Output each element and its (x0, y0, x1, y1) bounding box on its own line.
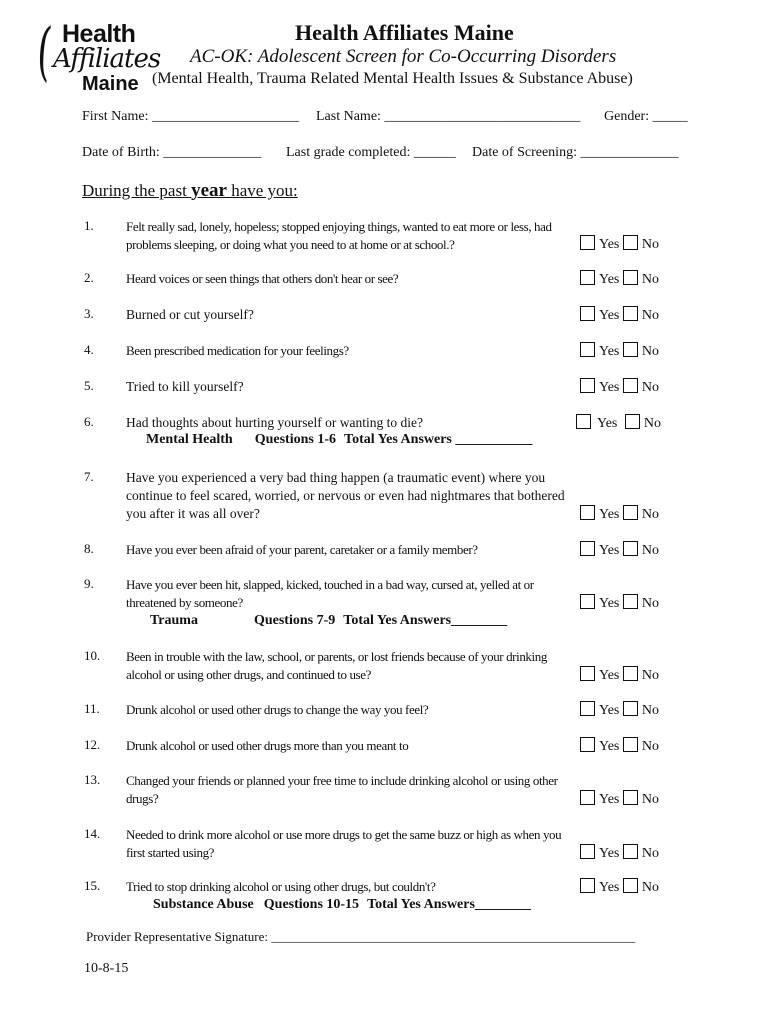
yes-checkbox[interactable] (580, 844, 595, 859)
yes-label: Yes (599, 272, 620, 287)
question-text: Been in trouble with the law, school, or parents, or lost friends because of your drinking alcohol or using other drugs, and continued to use? (126, 649, 547, 682)
question-text: Have you ever been hit, slapped, kicked, touched in a bad way, cursed at, yelled at or threatened by someone? (126, 577, 534, 610)
yes-no-group (580, 541, 680, 559)
question-text: Had thoughts about hurting yourself or wanting to die? (126, 415, 423, 430)
yes-checkbox[interactable] (580, 342, 595, 357)
question-number: 5. (84, 378, 94, 393)
yes-no-group (580, 878, 680, 896)
form-title: Health Affiliates Maine (295, 20, 514, 45)
question-text: Felt really sad, lonely, hopeless; stopped enjoying things, wanted to eat more or less, had problems sleeping, or doing what you need to at home or at school.? (126, 219, 552, 252)
form-revision-date: 10-8-15 (84, 961, 129, 976)
logo-line-2: Affiliates (53, 44, 161, 74)
no-checkbox[interactable] (625, 414, 640, 429)
yes-label: Yes (599, 880, 620, 895)
question-number: 7. (84, 469, 94, 484)
logo-line-3: Maine (82, 73, 139, 95)
question-text: Changed your friends or planned your free time to include drinking alcohol or using other drugs? (126, 773, 558, 806)
health-affiliates-logo (34, 13, 161, 95)
yes-checkbox[interactable] (580, 790, 595, 805)
yes-no-group (580, 701, 680, 719)
yes-label: Yes (599, 380, 620, 395)
no-checkbox[interactable] (623, 844, 638, 859)
yes-checkbox[interactable] (580, 701, 595, 716)
question-text: Been prescribed medication for your feelings? (126, 343, 349, 358)
yes-no-group (580, 844, 680, 862)
question-text: Tried to stop drinking alcohol or using other drugs, but couldn't? (126, 879, 436, 894)
logo-bracket-icon: ( (34, 13, 54, 90)
no-checkbox[interactable] (623, 594, 638, 609)
yes-label: Yes (599, 703, 620, 718)
yes-label: Yes (599, 739, 620, 754)
yes-no-group (580, 505, 680, 523)
no-label: No (641, 380, 659, 395)
no-checkbox[interactable] (623, 701, 638, 716)
yes-checkbox[interactable] (580, 235, 595, 250)
no-checkbox[interactable] (623, 737, 638, 752)
question-number: 2. (84, 270, 94, 285)
no-label: No (641, 344, 659, 359)
question-number: 1. (84, 218, 94, 233)
yes-no-group (580, 737, 680, 755)
yes-checkbox[interactable] (580, 378, 595, 393)
yes-label: Yes (599, 507, 620, 522)
first-name-field[interactable]: First Name: _____________________ (82, 109, 299, 124)
yes-checkbox[interactable] (580, 541, 595, 556)
yes-checkbox[interactable] (580, 737, 595, 752)
yes-checkbox[interactable] (580, 306, 595, 321)
no-label: No (643, 416, 661, 431)
question-text: Drunk alcohol or used other drugs to change the way you feel? (126, 702, 429, 717)
question-number: 15. (84, 878, 101, 893)
date-of-birth-field[interactable]: Date of Birth: ______________ (82, 145, 262, 160)
question-text: Heard voices or seen things that others don't hear or see? (126, 271, 399, 286)
question-number: 10. (84, 648, 101, 663)
provider-signature-field[interactable]: Provider Representative Signature: ________________________________________________________ (86, 929, 636, 944)
yes-no-group (580, 306, 680, 324)
yes-checkbox[interactable] (576, 414, 591, 429)
yes-no-group (580, 594, 680, 612)
no-checkbox[interactable] (623, 235, 638, 250)
no-label: No (641, 507, 659, 522)
last-name-field[interactable]: Last Name: ____________________________ (316, 109, 581, 124)
form-subtitle: AC-OK: Adolescent Screen for Co-Occurring Disorders (190, 46, 617, 67)
no-label: No (641, 237, 659, 252)
question-text: Needed to drink more alcohol or use more drugs to get the same buzz or high as when you first started using? (126, 827, 562, 860)
no-checkbox[interactable] (623, 378, 638, 393)
yes-no-group (580, 270, 680, 288)
no-label: No (641, 703, 659, 718)
question-number: 3. (84, 306, 94, 321)
question-number: 8. (84, 541, 94, 556)
yes-no-group (580, 342, 680, 360)
no-checkbox[interactable] (623, 342, 638, 357)
question-text: Tried to kill yourself? (126, 379, 244, 394)
no-label: No (641, 308, 659, 323)
yes-checkbox[interactable] (580, 594, 595, 609)
yes-label: Yes (599, 596, 620, 611)
no-label: No (641, 880, 659, 895)
yes-label: Yes (599, 308, 620, 323)
yes-no-group (576, 414, 676, 432)
yes-label: Yes (599, 237, 620, 252)
no-checkbox[interactable] (623, 541, 638, 556)
question-number: 11. (84, 701, 100, 716)
no-label: No (641, 846, 659, 861)
logo-line-1: Health (62, 20, 136, 48)
gender-field[interactable]: Gender: _____ (604, 109, 688, 124)
question-number: 4. (84, 342, 94, 357)
no-label: No (641, 739, 659, 754)
yes-no-group (580, 666, 680, 684)
yes-label: Yes (599, 846, 620, 861)
no-checkbox[interactable] (623, 790, 638, 805)
yes-checkbox[interactable] (580, 666, 595, 681)
no-checkbox[interactable] (623, 666, 638, 681)
screening-date-field[interactable]: Date of Screening: ______________ (472, 145, 679, 160)
question-text: Have you experienced a very bad thing happen (a traumatic event) where you continue to feel scared, worried, or nervous or even had nightmares that bothered you after it was all over? (126, 470, 565, 521)
yes-checkbox[interactable] (580, 878, 595, 893)
yes-label: Yes (599, 668, 620, 683)
form-subtitle-scope: (Mental Health, Trauma Related Mental Health Issues & Substance Abuse) (152, 70, 633, 87)
question-number: 13. (84, 772, 101, 787)
substance-abuse-summary: Substance Abuse Questions 10-15 Total Yes Answers________ (153, 897, 531, 912)
question-text: Burned or cut yourself? (126, 307, 254, 322)
no-label: No (641, 596, 659, 611)
question-number: 6. (84, 414, 94, 429)
yes-label: Yes (599, 344, 620, 359)
no-label: No (641, 792, 659, 807)
yes-checkbox[interactable] (580, 270, 595, 285)
no-checkbox[interactable] (623, 505, 638, 520)
no-label: No (641, 668, 659, 683)
question-text: Have you ever been afraid of your parent, caretaker or a family member? (126, 542, 478, 557)
question-number: 14. (84, 826, 101, 841)
yes-no-group (580, 378, 680, 396)
no-checkbox[interactable] (623, 306, 638, 321)
yes-label: Yes (597, 416, 618, 431)
mental-health-summary: Mental Health Questions 1-6 Total Yes Answers ___________ (146, 432, 533, 447)
section-heading: During the past year have you: (82, 180, 298, 201)
trauma-summary: Trauma Questions 7-9 Total Yes Answers________ (150, 613, 508, 628)
last-grade-field[interactable]: Last grade completed: ______ (286, 145, 456, 160)
yes-checkbox[interactable] (580, 505, 595, 520)
yes-no-group (580, 790, 680, 808)
yes-no-group (580, 235, 680, 253)
no-checkbox[interactable] (623, 270, 638, 285)
yes-label: Yes (599, 543, 620, 558)
no-checkbox[interactable] (623, 878, 638, 893)
no-label: No (641, 272, 659, 287)
question-number: 9. (84, 576, 94, 591)
no-label: No (641, 543, 659, 558)
question-text: Drunk alcohol or used other drugs more than you meant to (126, 738, 409, 753)
yes-label: Yes (599, 792, 620, 807)
question-number: 12. (84, 737, 101, 752)
